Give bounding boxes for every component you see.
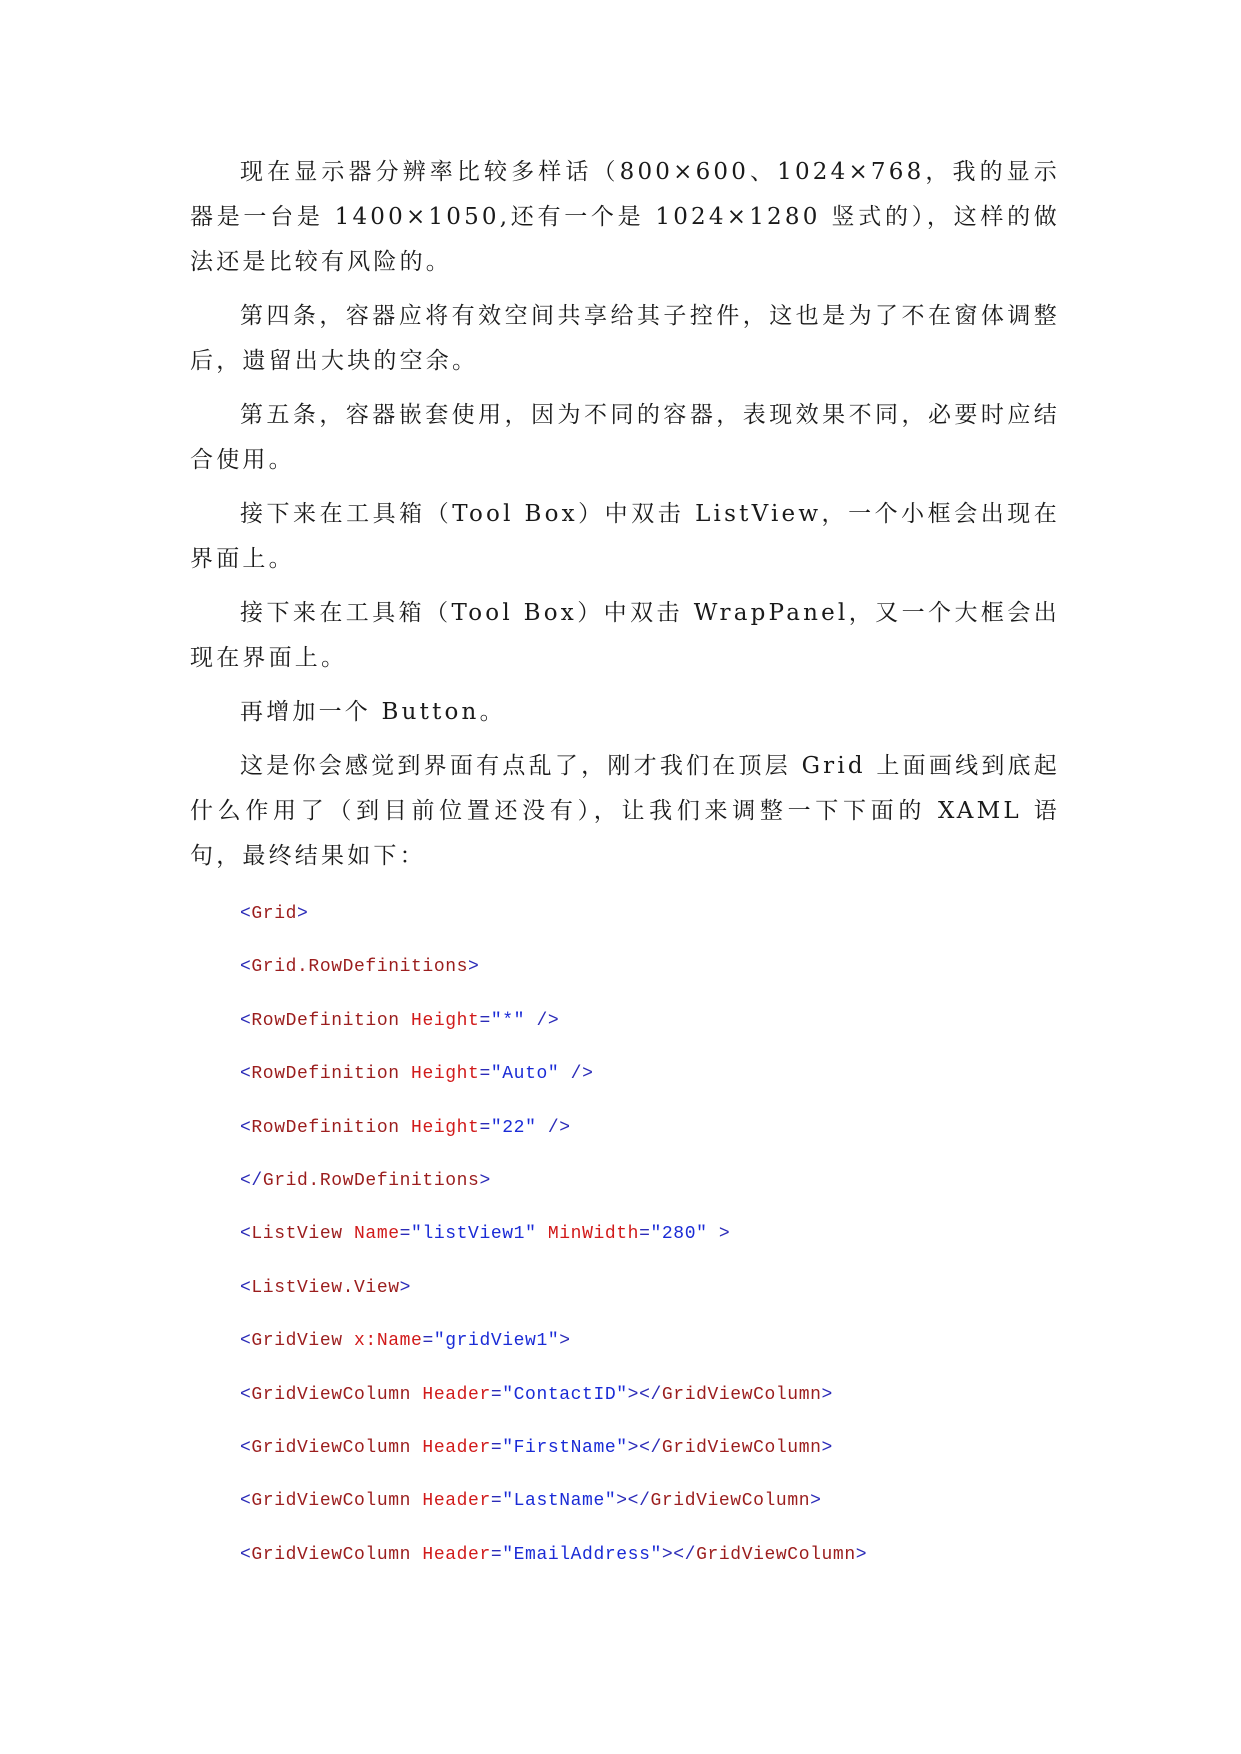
code-token: < [240,1064,252,1085]
code-token: RowDefinition [251,1117,400,1138]
code-token: < [240,1544,252,1565]
paragraph: 再增加一个 Button。 [240,699,506,725]
code-token: RowDefinition [251,1064,400,1085]
code-token: "EmailAddress" [502,1544,662,1565]
code-token: "FirstName" [502,1437,628,1458]
code-token: < [240,1277,252,1298]
code-token: GridView [251,1331,343,1352]
code-token: = [490,1437,503,1458]
code-token: > [399,1277,412,1298]
code-token: > [559,1331,571,1352]
code-token: < [240,1224,252,1245]
code-line [240,1048,1040,1101]
code-token: ></ [627,1384,662,1405]
code-token: Grid.RowDefinitions [251,957,469,978]
code-token: x:Name [342,1331,423,1352]
code-token: > [855,1544,868,1565]
code-token: Header [411,1491,491,1512]
body-text [190,150,1060,888]
code-token: = [490,1384,503,1405]
code-token: = [490,1491,503,1512]
paragraph: 接下来在工具箱（Tool Box）中双击 WrapPanel，又一个大框会出现在界面上。 [190,600,1060,671]
code-line [240,1422,1040,1475]
code-token: < [240,1384,252,1405]
code-token: < [240,1010,252,1031]
code-token: = [479,1117,491,1138]
code-token: Header [411,1437,491,1458]
code-token: /> [525,1010,560,1031]
code-token: GridViewColumn [251,1544,412,1565]
code-token: = [639,1224,651,1245]
code-line [240,888,1040,941]
code-token: ></ [661,1544,697,1565]
code-token: < [240,1437,252,1458]
code-token: </ [240,1170,263,1191]
code-line [240,1155,1040,1208]
code-token: > [297,904,309,924]
code-token: = [422,1331,434,1352]
code-token: GridViewColumn [251,1384,412,1405]
code-token: /> [559,1064,594,1085]
code-token: = [490,1544,503,1565]
code-token: Name [342,1224,400,1245]
paragraph: 第五条，容器嵌套使用，因为不同的容器，表现效果不同，必要时应结合使用。 [190,402,1060,473]
paragraph: 接下来在工具箱（Tool Box）中双击 ListView，一个小框会出现在界面上。 [190,501,1060,572]
code-token: GridViewColumn [251,1437,412,1458]
code-token: "280" [650,1224,708,1245]
code-token: GridViewColumn [251,1491,412,1512]
code-token: "22" [490,1117,537,1138]
code-token: Height [399,1117,480,1138]
code-token: ListView.View [251,1277,400,1298]
code-token: RowDefinition [251,1010,400,1031]
code-token: "LastName" [502,1491,617,1512]
paragraph: 第四条，容器应将有效空间共享给其子控件，这也是为了不在窗体调整后，遗留出大块的空余。 [190,303,1060,374]
code-token: < [240,1117,252,1138]
code-token: > [821,1384,833,1405]
code-token: GridViewColumn [661,1384,822,1405]
paragraph: 现在显示器分辨率比较多样话（800×600、1024×768，我的显示器是一台是 1400×1050,还有一个是 1024×1280 竖式的），这样的做法还是比较有风险的。 [190,159,1060,275]
code-line [240,941,1040,994]
code-line [240,995,1040,1048]
code-line [240,1262,1040,1315]
code-token: Height [399,1064,480,1085]
code-token: > [821,1437,833,1458]
code-token: GridViewColumn [661,1437,822,1458]
code-token: "listView1" [411,1224,537,1245]
code-token: > [479,1170,491,1191]
code-token: < [240,1331,252,1352]
code-token: < [240,957,252,978]
code-token: Grid.RowDefinitions [262,1170,480,1191]
code-token: ListView [251,1224,343,1245]
code-token: "*" [490,1010,526,1031]
xaml-code-block [240,888,1040,1582]
code-line [240,1369,1040,1422]
code-token: < [240,904,252,924]
code-token: = [479,1064,491,1085]
code-token: ></ [627,1437,662,1458]
code-line [240,1208,1040,1261]
code-token: "Auto" [490,1064,560,1085]
code-token: "ContactID" [502,1384,628,1405]
code-token: "gridView1" [433,1331,560,1352]
paragraph: 这是你会感觉到界面有点乱了，刚才我们在顶层 Grid 上面画线到底起什么作用了（到目前位置还没有），让我们来调整一下下面的 XAML 语句，最终结果如下： [190,753,1060,869]
code-token: ></ [616,1491,651,1512]
code-token: GridViewColumn [650,1491,811,1512]
code-token: GridViewColumn [696,1544,856,1565]
code-token: < [240,1491,252,1512]
code-token: > [810,1491,822,1512]
code-line [240,1529,1040,1582]
code-token: Height [399,1010,480,1031]
code-line [240,1315,1040,1368]
code-token: = [399,1224,412,1245]
code-line [240,1475,1040,1528]
code-token: Grid [251,904,298,924]
code-line [240,1102,1040,1155]
code-token: Header [411,1384,491,1405]
code-token: Header [411,1544,491,1565]
code-token: MinWidth [536,1224,640,1245]
code-token: > [707,1224,731,1245]
code-token: = [479,1010,491,1031]
code-token: /> [536,1117,571,1138]
code-token: > [468,957,480,978]
